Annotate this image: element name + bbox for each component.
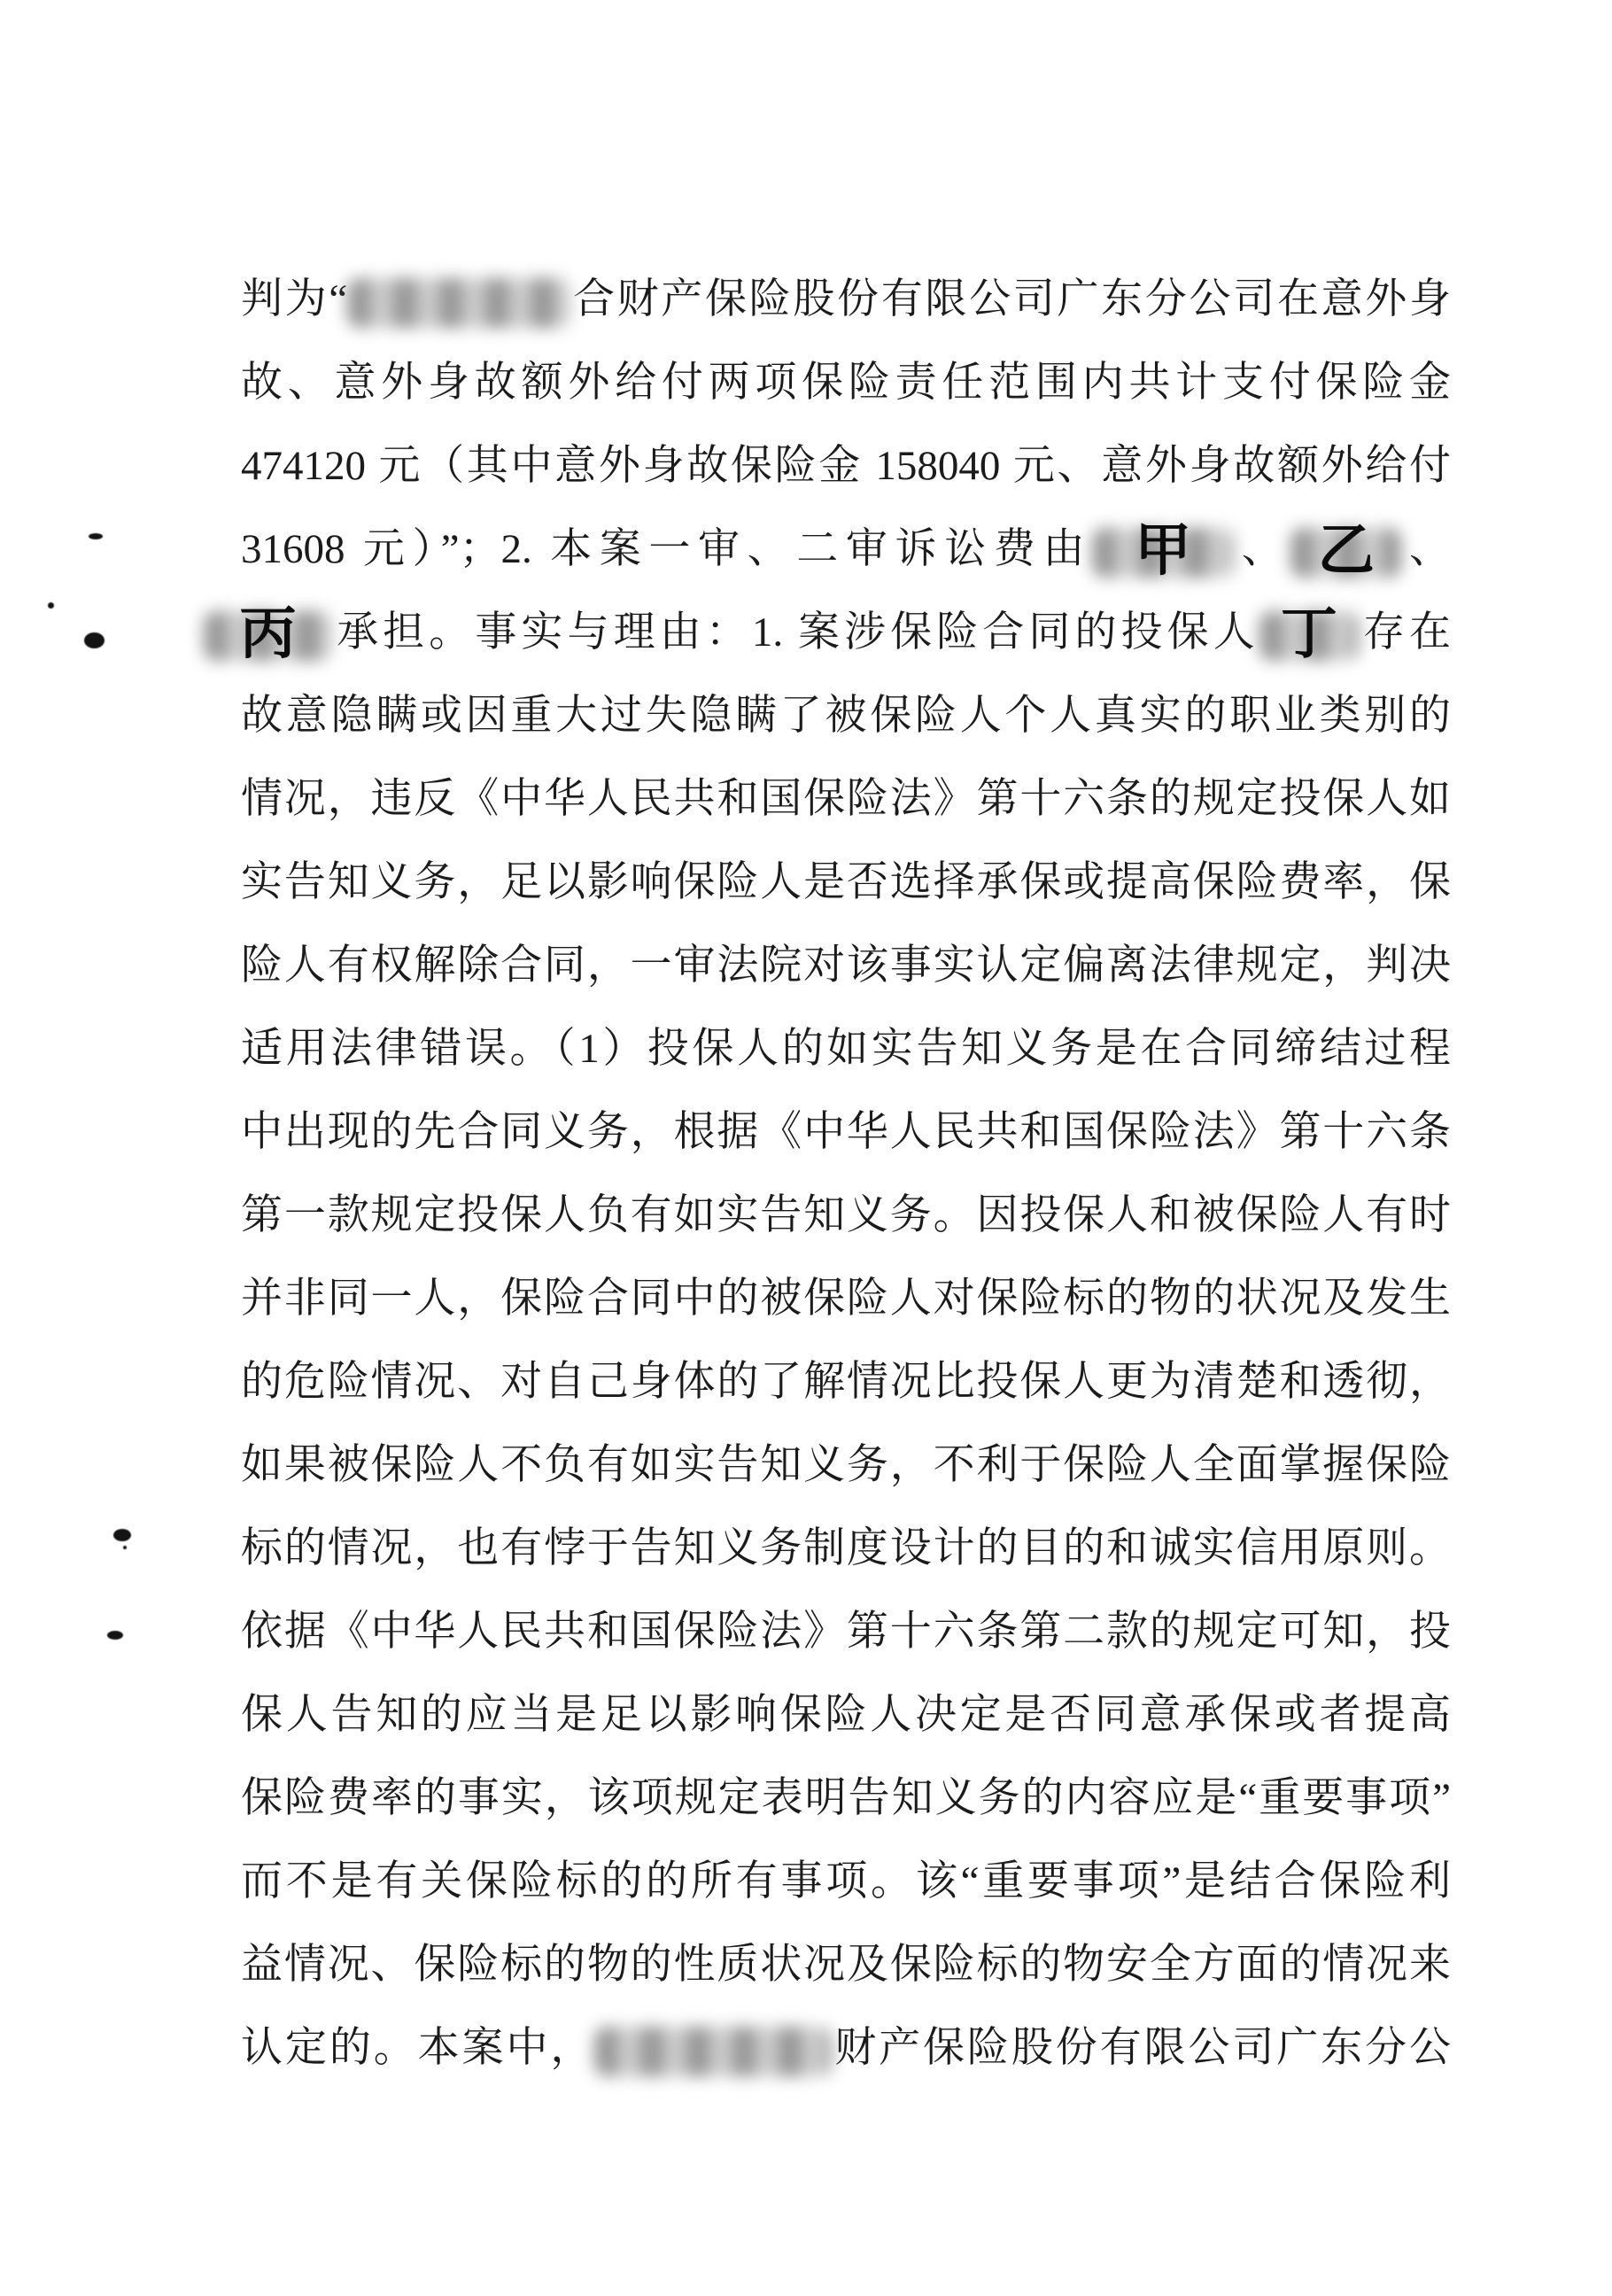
text-segment: 并非同一人，保险合同中的被保险人对保险标的物的状况及发生	[241, 1276, 1451, 1322]
text-segment: 认定的。本案中，	[241, 2025, 595, 2071]
redaction-label: 丁	[1280, 601, 1337, 666]
text-segment: 情况，违反《中华人民共和国保险法》第十六条的规定投保人如	[241, 776, 1451, 822]
text-line	[241, 2006, 1451, 2090]
text-segment: 第一款规定投保人负有如实告知义务。因投保人和被保险人有时	[241, 1192, 1451, 1238]
scan-artifact-mark	[107, 1631, 123, 1640]
text-segment: 故意隐瞒或因重大过失隐瞒了被保险人个人真实的职业类别的	[241, 693, 1451, 739]
text-line	[241, 1840, 1451, 1923]
scan-artifact-mark	[48, 602, 54, 609]
text-line	[241, 1007, 1451, 1090]
text-line	[241, 1757, 1451, 1840]
text-segment: 、	[1401, 526, 1451, 572]
text-line	[241, 1174, 1451, 1257]
scan-artifact-mark	[84, 632, 105, 648]
scan-artifact-mark	[123, 1546, 127, 1549]
text-line	[241, 1423, 1451, 1507]
text-segment: 、	[1234, 526, 1291, 572]
text-segment: 适用法律错误。（1）投保人的如实告知义务是在合同缔结过程	[241, 1026, 1451, 1072]
text-line	[241, 424, 1451, 508]
text-segment: 承担。事实与理由：1. 案涉保险合同的投保人	[332, 609, 1259, 655]
text-segment: 的危险情况、对自己身体的了解情况比投保人更为清楚和透彻，	[241, 1359, 1451, 1405]
text-segment: 实告知义务，足以影响保险人是否选择承保或提高保险费率，保	[241, 859, 1451, 905]
text-segment: 险人有权解除合同，一审法院对该事实认定偏离法律规定，判决	[241, 942, 1451, 989]
redaction-blur	[594, 2025, 832, 2078]
redaction-label: 乙	[1317, 518, 1375, 583]
text-line	[241, 1507, 1451, 1590]
redaction-label: 丙	[239, 601, 297, 666]
text-segment: 判为“	[241, 276, 348, 322]
redaction-blur	[204, 601, 332, 666]
redaction-blur	[347, 276, 570, 330]
text-segment: 如果被保险人不负有如实告知义务，不利于保险人全面掌握保险	[241, 1442, 1451, 1488]
text-line	[241, 1923, 1451, 2006]
text-segment: 31608 元）”；2. 本案一审、二审诉讼费由	[241, 526, 1093, 572]
text-line	[241, 1090, 1451, 1174]
text-line	[241, 757, 1451, 841]
text-line	[241, 1257, 1451, 1340]
scan-artifact-mark	[113, 1529, 131, 1541]
text-segment: 保险费率的事实，该项规定表明告知义务的内容应是“重要事项”	[241, 1775, 1451, 1821]
text-line	[241, 924, 1451, 1007]
text-line	[241, 1673, 1451, 1757]
text-line	[241, 841, 1451, 924]
text-segment: 财产保险股份有限公司广东分公	[832, 2025, 1452, 2071]
text-segment: 474120 元（其中意外身故保险金 158040 元、意外身故额外给付	[241, 443, 1451, 489]
text-segment: 中出现的先合同义务，根据《中华人民共和国保险法》第十六条	[241, 1109, 1451, 1155]
text-line	[241, 258, 1451, 341]
text-segment: 故、意外身故额外给付两项保险责任范围内共计支付保险金	[241, 360, 1451, 406]
text-segment: 保人告知的应当是足以影响保险人决定是否同意承保或者提高	[241, 1692, 1451, 1738]
text-line	[241, 1590, 1451, 1673]
text-segment: 合财产保险股份有限公司广东分公司在意外身	[570, 276, 1451, 322]
text-line	[241, 591, 1451, 674]
text-segment: 标的情况，也有悖于告知义务制度设计的目的和诚实信用原则。	[241, 1525, 1451, 1571]
redaction-blur	[1290, 518, 1401, 583]
text-line	[241, 1340, 1451, 1423]
text-line	[241, 508, 1451, 591]
redaction-blur	[1259, 601, 1359, 666]
text-line	[241, 341, 1451, 424]
redaction-blur	[1092, 518, 1234, 583]
text-segment: 依据《中华人民共和国保险法》第十六条第二款的规定可知，投	[241, 1609, 1451, 1655]
text-line	[241, 674, 1451, 757]
blur-smudge	[347, 278, 570, 328]
text-segment: 存在	[1358, 609, 1452, 655]
scan-artifact-mark	[89, 533, 103, 539]
blur-smudge	[594, 2027, 832, 2076]
text-segment: 益情况、保险标的物的性质状况及保险标的物安全方面的情况来	[241, 1942, 1451, 1988]
judgment-text-block	[241, 258, 1451, 2090]
text-segment: 而不是有关保险标的的所有事项。该“重要事项”是结合保险利	[241, 1858, 1451, 1904]
redaction-label: 甲	[1135, 518, 1192, 583]
